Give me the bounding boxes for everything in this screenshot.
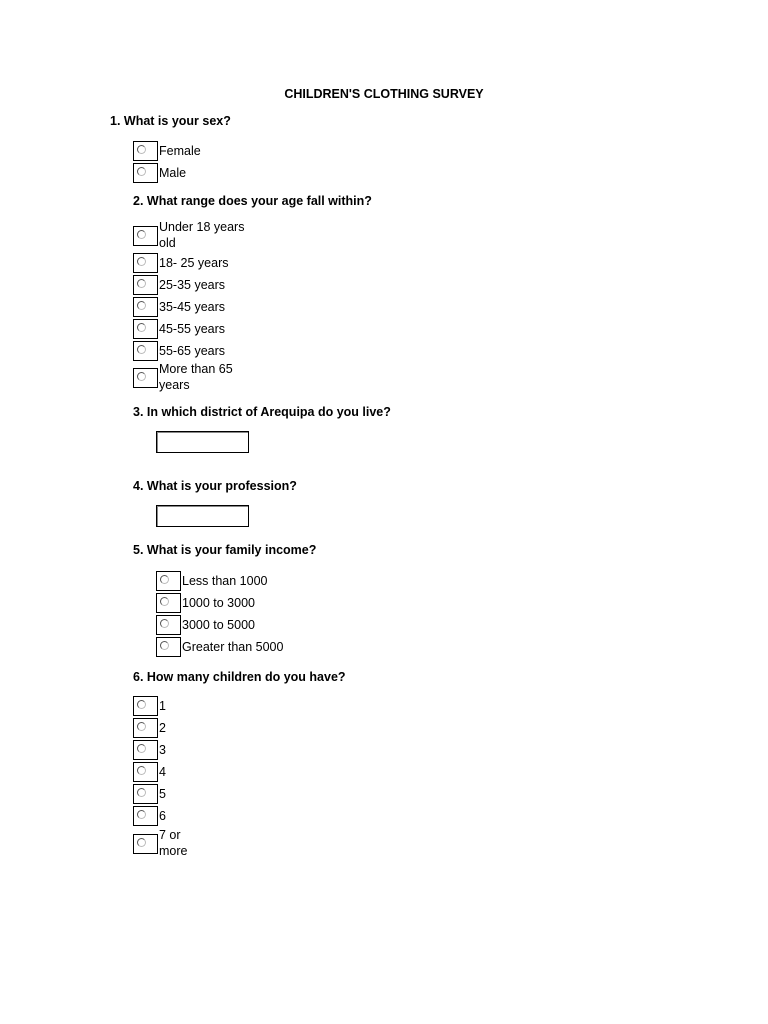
- profession-input[interactable]: [156, 505, 249, 527]
- radio-circle-icon[interactable]: [137, 345, 146, 354]
- radio-circle-icon[interactable]: [160, 619, 169, 628]
- question-2-label: 2. What range does your age fall within?: [133, 194, 372, 208]
- checkbox[interactable]: [133, 834, 158, 854]
- question-5-label: 5. What is your family income?: [133, 543, 317, 557]
- radio-circle-icon[interactable]: [160, 597, 169, 606]
- checkbox[interactable]: [156, 637, 181, 657]
- radio-circle-icon[interactable]: [137, 372, 146, 381]
- radio-circle-icon[interactable]: [137, 279, 146, 288]
- radio-circle-icon[interactable]: [137, 167, 146, 176]
- question-4-label: 4. What is your profession?: [133, 479, 297, 493]
- option-label: Under 18 years old: [159, 220, 245, 250]
- option-label: 25-35 years: [159, 278, 226, 292]
- option-label: Female: [159, 144, 201, 158]
- option-label: 3: [159, 743, 166, 757]
- checkbox[interactable]: [133, 141, 158, 161]
- option-label: 2: [159, 721, 166, 735]
- radio-circle-icon[interactable]: [137, 145, 146, 154]
- radio-circle-icon[interactable]: [137, 323, 146, 332]
- checkbox[interactable]: [133, 275, 158, 295]
- checkbox[interactable]: [133, 297, 158, 317]
- option-label: Male: [159, 166, 187, 180]
- option-label: 4: [159, 765, 166, 779]
- district-input[interactable]: [156, 431, 249, 453]
- option-label: 3000 to 5000: [182, 618, 255, 632]
- checkbox[interactable]: [133, 718, 158, 738]
- checkbox[interactable]: [156, 615, 181, 635]
- checkbox[interactable]: [133, 784, 158, 804]
- radio-circle-icon[interactable]: [160, 575, 169, 584]
- option-label: 5: [159, 787, 166, 801]
- option-label: 35-45 years: [159, 300, 226, 314]
- question-6-label: 6. How many children do you have?: [133, 670, 346, 684]
- checkbox[interactable]: [133, 253, 158, 273]
- radio-circle-icon[interactable]: [137, 257, 146, 266]
- option-label: 6: [159, 809, 166, 823]
- option-label: 1: [159, 699, 166, 713]
- checkbox[interactable]: [133, 696, 158, 716]
- question-3-label: 3. In which district of Arequipa do you live?: [133, 405, 391, 419]
- question-1-label: 1. What is your sex?: [110, 114, 231, 128]
- survey-title: CHILDREN'S CLOTHING SURVEY: [284, 87, 484, 101]
- radio-circle-icon[interactable]: [137, 744, 146, 753]
- checkbox[interactable]: [133, 163, 158, 183]
- checkbox[interactable]: [133, 226, 158, 246]
- checkbox[interactable]: [133, 762, 158, 782]
- checkbox[interactable]: [133, 740, 158, 760]
- option-label: 18- 25 years: [159, 256, 229, 270]
- option-label: More than 65 years: [159, 362, 233, 392]
- radio-circle-icon[interactable]: [160, 641, 169, 650]
- option-label: 45-55 years: [159, 322, 226, 336]
- radio-circle-icon[interactable]: [137, 788, 146, 797]
- option-label: 7 or more: [159, 828, 188, 858]
- option-label: 1000 to 3000: [182, 596, 255, 610]
- checkbox[interactable]: [156, 571, 181, 591]
- checkbox[interactable]: [133, 368, 158, 388]
- radio-circle-icon[interactable]: [137, 810, 146, 819]
- radio-circle-icon[interactable]: [137, 301, 146, 310]
- option-label: 55-65 years: [159, 344, 226, 358]
- option-label: Greater than 5000: [182, 640, 284, 654]
- radio-circle-icon[interactable]: [137, 700, 146, 709]
- radio-circle-icon[interactable]: [137, 722, 146, 731]
- checkbox[interactable]: [156, 593, 181, 613]
- option-label: Less than 1000: [182, 574, 268, 588]
- checkbox[interactable]: [133, 806, 158, 826]
- checkbox[interactable]: [133, 341, 158, 361]
- radio-circle-icon[interactable]: [137, 838, 146, 847]
- radio-circle-icon[interactable]: [137, 766, 146, 775]
- radio-circle-icon[interactable]: [137, 230, 146, 239]
- checkbox[interactable]: [133, 319, 158, 339]
